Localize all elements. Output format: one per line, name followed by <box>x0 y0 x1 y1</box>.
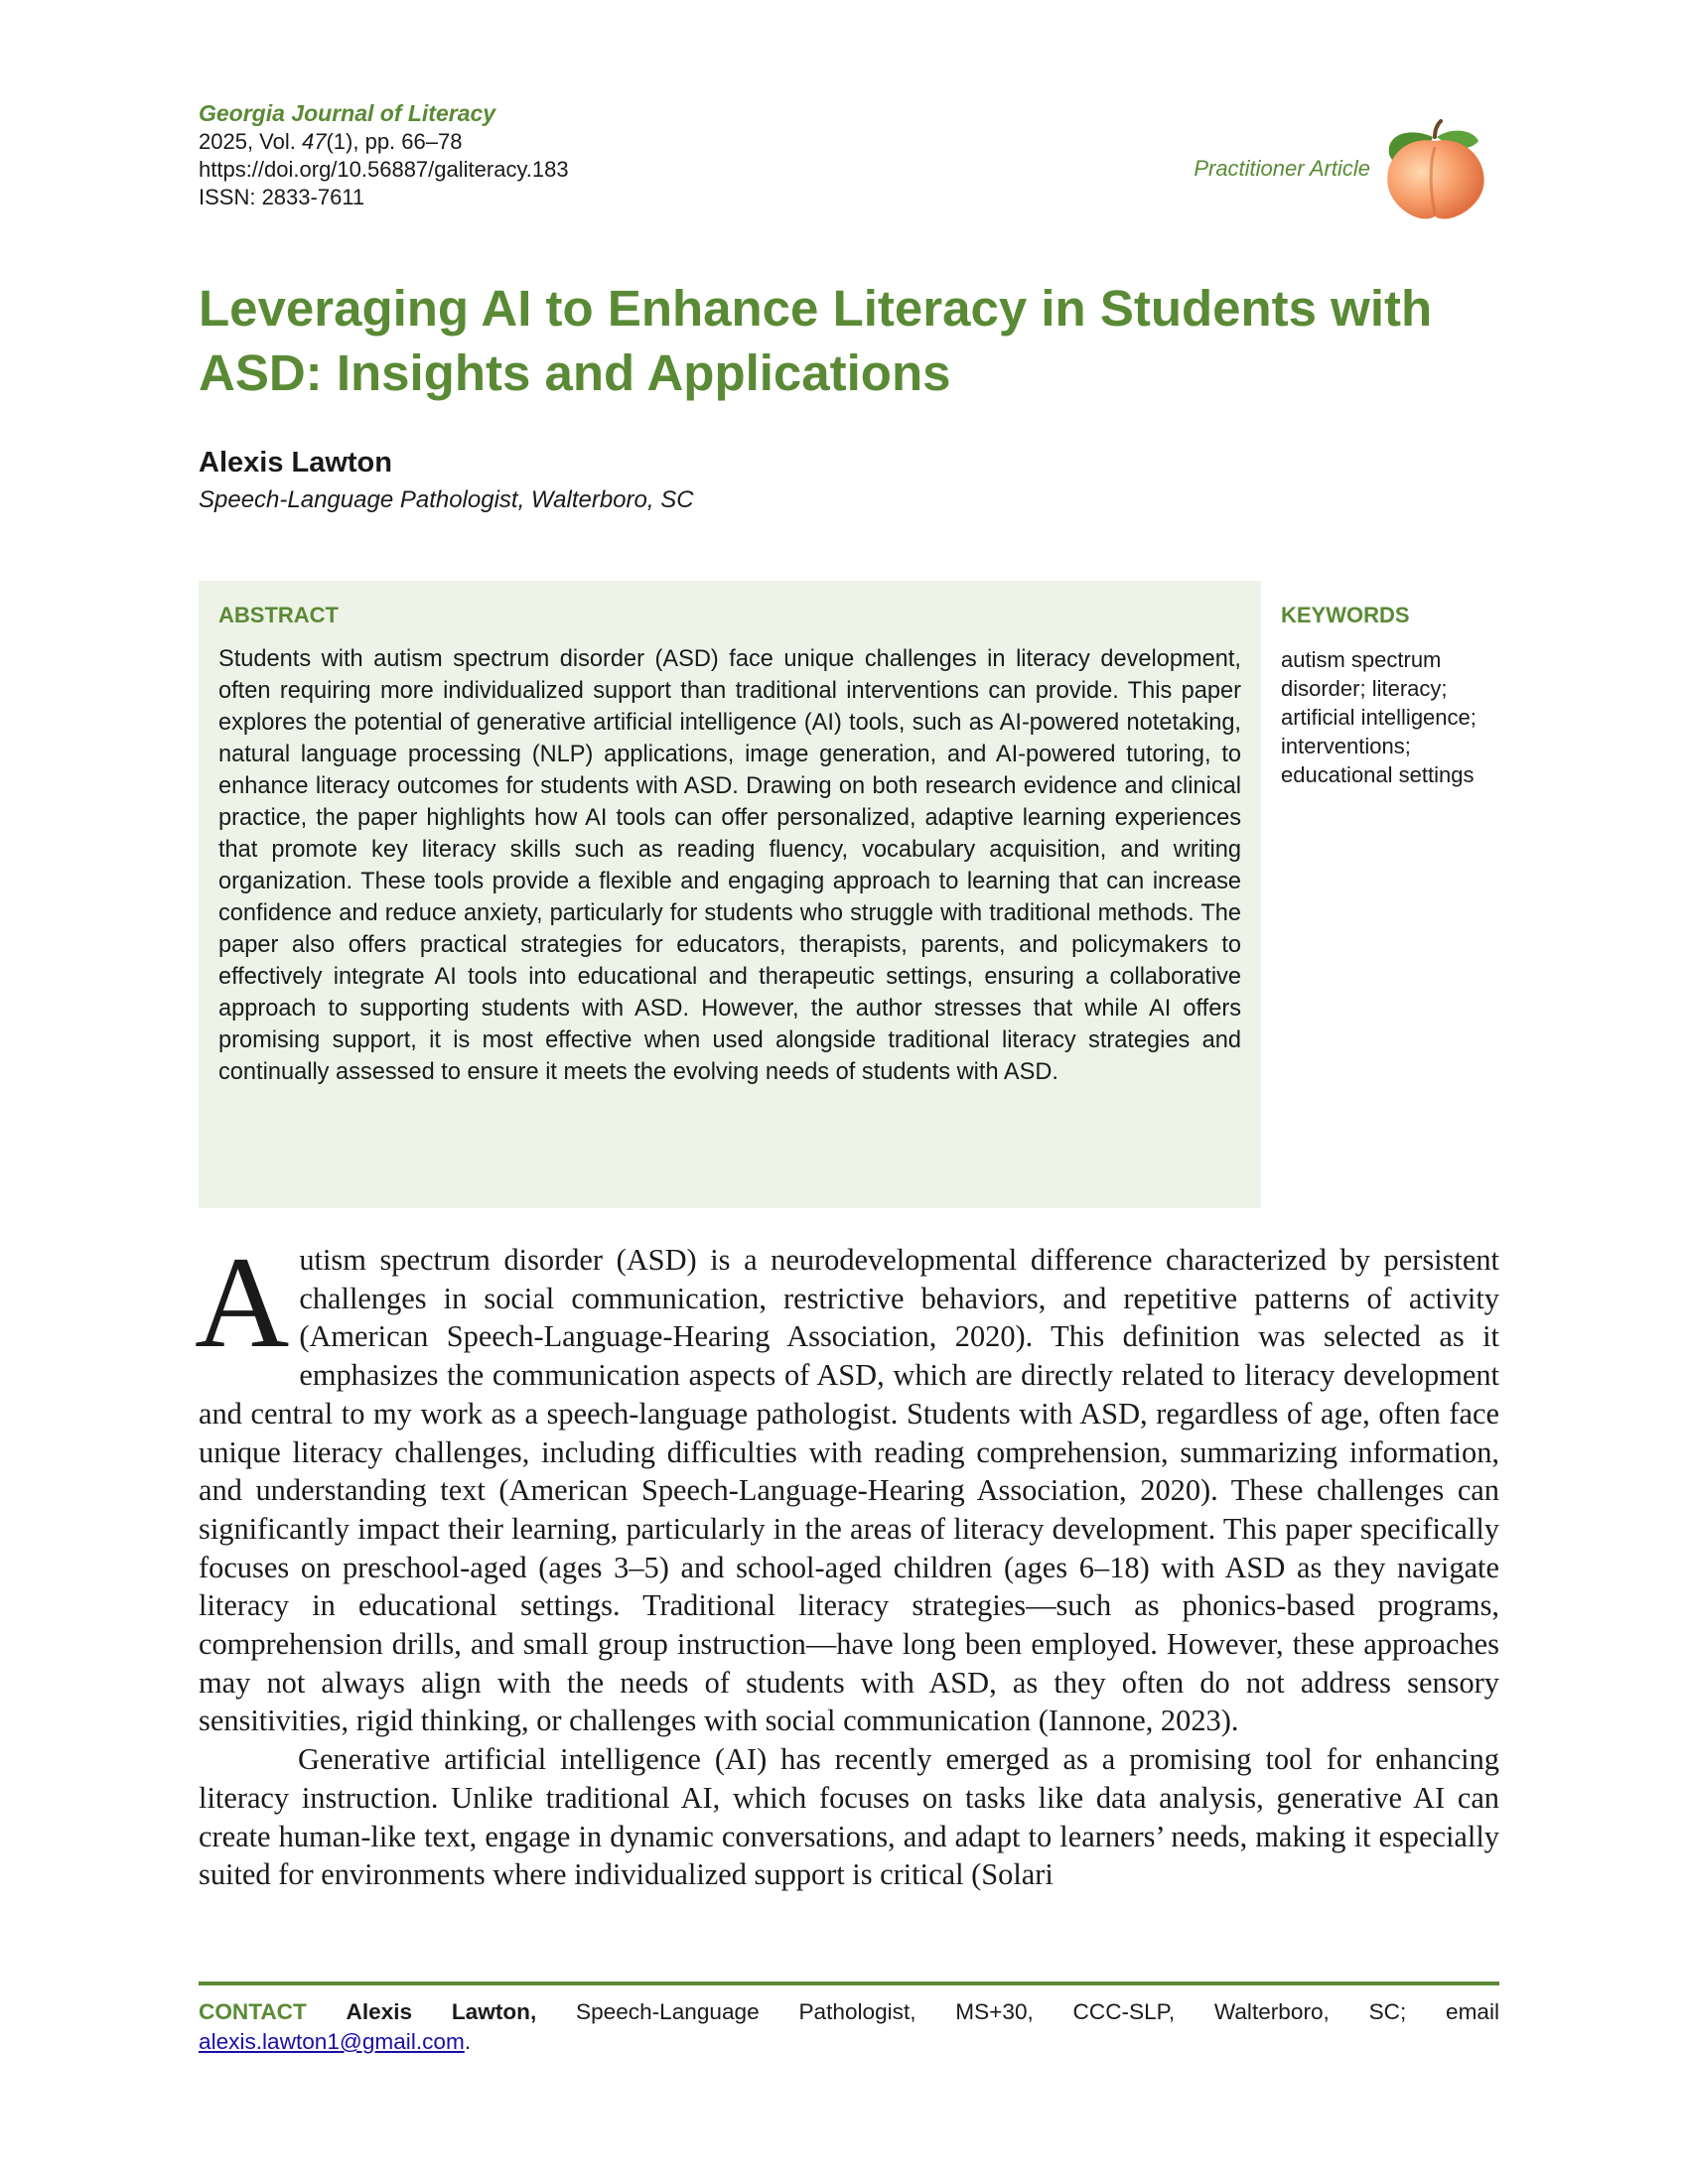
journal-name: Georgia Journal of Literacy <box>199 100 496 126</box>
keywords-text: autism spectrum disorder; literacy; artificial intelligence; interventions; educational settings <box>1281 647 1477 787</box>
author-name: Alexis Lawton <box>199 447 392 478</box>
journal-header <box>199 99 894 211</box>
journal-issn: ISSN: 2833-7611 <box>199 185 365 209</box>
article-title: Leveraging AI to Enhance Literacy in Students with ASD: Insights and Applications <box>199 280 1433 401</box>
contact-email-link[interactable]: alexis.lawton1@gmail.com <box>199 2029 465 2054</box>
article-body <box>195 1229 1499 1894</box>
body-paragraph <box>195 1229 1499 1740</box>
journal-volume-line <box>199 128 894 156</box>
journal-volume: 47 <box>301 129 327 154</box>
body-paragraph-2-text: Generative artificial intelligence (AI) has recently emerged as a promising tool for enhancing literacy instruction. Unlike traditional AI, which focuses on tasks like data analysis, generative AI can create human-like text, engage in dynamic conversations, and adapt to learners’ needs, making it especially suited for environments where individualized support is critical (Solari <box>199 1742 1499 1892</box>
contact-email-line <box>199 2027 1499 2057</box>
journal-year: 2025, Vol. <box>199 129 302 154</box>
contact-details: Speech-Language Pathologist, MS+30, CCC-SLP, Walterboro, SC; email <box>576 1999 1499 2024</box>
author-affiliation: Speech-Language Pathologist, Walterboro, SC <box>199 486 694 513</box>
abstract-heading: ABSTRACT <box>218 603 339 627</box>
article-type: Practitioner Article <box>1194 156 1370 181</box>
contact-trailing: . <box>464 2029 472 2054</box>
keywords-heading: KEYWORDS <box>1281 603 1410 627</box>
footer-divider <box>199 1981 1499 1985</box>
contact-line <box>199 1997 1499 2027</box>
abstract-text: Students with autism spectrum disorder (ASD) face unique challenges in literacy development, often requiring more individualized support than traditional interventions can provide. This paper explores the potential of generative artificial intelligence (AI) tools, such as AI-powered notetaking, natural language processing (NLP) applications, image generation, and AI-powered tutoring, to enhance literacy outcomes for students with ASD. Drawing on both research evidence and clinical practice, the paper highlights how AI tools can offer personalized, adaptive learning experiences that promote key literacy skills such as reading fluency, vocabulary acquisition, and writing organization. These tools provide a flexible and engaging approach to learning that can increase confidence and reduce anxiety, particularly for students who struggle with traditional methods. The paper also offers practical strategies for educators, therapists, parents, and policymakers to effectively integrate AI tools into educational and therapeutic settings, ensuring a collaborative approach to supporting students with ASD. However, the author stresses that while AI offers promising support, it is most effective when used alongside traditional literacy strategies and continually assessed to ensure it meets the evolving needs of students with ASD. <box>218 646 1241 1085</box>
body-paragraph-1-text: utism spectrum disorder (ASD) is a neurodevelopmental difference characterized by persistent challenges in social communication, restrictive behaviors, and repetitive patterns of activity (American Speech-Language-Hearing Association, 2020). This definition was selected as it emphasizes the communication aspects of ASD, which are directly related to literacy development and central to my work as a speech-language pathologist. Students with ASD, regardless of age, often face unique literacy challenges, including difficulties with reading comprehension, summarizing information, and understanding text (American Speech-Language-Hearing Association, 2020). These challenges can significantly impact their learning, particularly in the areas of literacy development. This paper specifically focuses on preschool-aged (ages 3–5) and school-aged children (ages 6–18) with ASD as they navigate literacy in educational settings. Traditional literacy strategies—such as phonics-based programs, comprehension drills, and small group instruction—have long been employed. However, these approaches may not always align with the needs of students with ASD, as they often do not address sensory sensitivities, rigid thinking, or challenges with social communication (Iannone, 2023). <box>199 1243 1499 1738</box>
contact-block <box>199 1997 1499 2057</box>
drop-cap: A <box>195 1229 290 1375</box>
journal-issue-pages: (1), pp. 66–78 <box>326 129 463 154</box>
abstract-box <box>199 581 1261 1208</box>
contact-name: Alexis Lawton, <box>346 1999 537 2024</box>
body-paragraph <box>199 1740 1499 1894</box>
peach-icon <box>1375 107 1494 226</box>
contact-label: CONTACT <box>199 1999 307 2024</box>
journal-doi[interactable]: https://doi.org/10.56887/galiteracy.183 <box>199 157 569 182</box>
